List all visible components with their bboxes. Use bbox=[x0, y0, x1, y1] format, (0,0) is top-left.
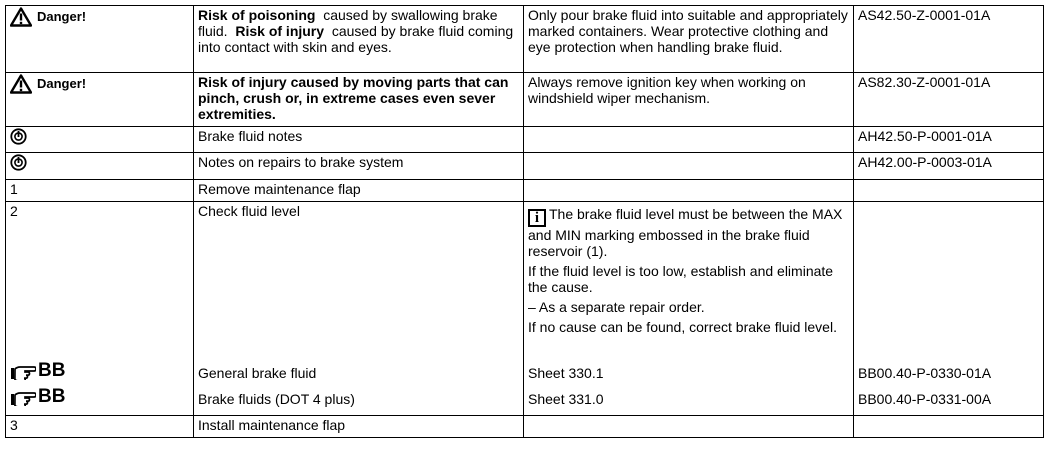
empty-cell bbox=[524, 416, 854, 438]
measure-text: Only pour brake fluid into suitable and appropriately marked containers. Wear protective clothing and eye protection when handling brake fluid. bbox=[524, 6, 854, 73]
step-text: Brake fluid notes bbox=[194, 127, 524, 153]
empty-cell bbox=[524, 127, 854, 153]
reference-bb bbox=[10, 362, 65, 380]
icon-cell bbox=[6, 153, 194, 180]
step-text: Install maintenance flap bbox=[194, 416, 524, 438]
info-text: The brake fluid level must be between the MAX and MIN marking embossed in the brake fluid reservoir (1). bbox=[528, 206, 843, 259]
document-ref[interactable]: AH42.00-P-0003-01A bbox=[854, 153, 1044, 180]
hazard-cell bbox=[6, 73, 194, 127]
empty-cell bbox=[524, 180, 854, 202]
step-text-cell bbox=[194, 202, 524, 416]
procedure-table bbox=[5, 5, 1044, 438]
ref-cell bbox=[854, 202, 1044, 416]
step-number: 1 bbox=[6, 180, 194, 202]
risk-description bbox=[194, 6, 524, 73]
note-icon bbox=[10, 154, 27, 171]
table-row bbox=[6, 202, 1044, 416]
hazard-cell bbox=[6, 6, 194, 73]
document-ref[interactable]: BB00.40-P-0331-00A bbox=[858, 391, 992, 407]
table-row bbox=[6, 127, 1044, 153]
table-row bbox=[6, 153, 1044, 180]
icon-cell bbox=[6, 127, 194, 153]
empty-cell bbox=[524, 153, 854, 180]
risk-text: caused by brake fluid coming into contact with skin and eyes. bbox=[198, 23, 518, 55]
risk-text-bold: Risk of injury bbox=[235, 23, 325, 39]
info-paragraph: If no cause can be found, correct brake fluid level. bbox=[528, 319, 837, 335]
info-icon: i bbox=[528, 209, 546, 227]
sheet-ref[interactable]: Sheet 330.1 bbox=[528, 365, 604, 381]
document-ref[interactable]: AH42.50-P-0001-01A bbox=[854, 127, 1044, 153]
info-paragraph: – As a separate repair order. bbox=[528, 299, 705, 315]
empty-cell bbox=[854, 180, 1044, 202]
risk-description: Risk of injury caused by moving parts that can pinch, crush or, in extreme cases even sever extremities. bbox=[194, 73, 524, 127]
step-number: 2 bbox=[10, 203, 18, 219]
step-number-cell bbox=[6, 202, 194, 416]
info-paragraph: If the fluid level is too low, establish and eliminate the cause. bbox=[528, 263, 834, 295]
document-ref[interactable]: AS42.50-Z-0001-01A bbox=[854, 6, 1044, 73]
reference-bb bbox=[10, 388, 65, 406]
reference-label: BB bbox=[38, 386, 66, 407]
step-number: 3 bbox=[6, 416, 194, 438]
pointing-hand-icon bbox=[10, 362, 36, 380]
step-text: Check fluid level bbox=[198, 203, 300, 219]
step-text: Notes on repairs to brake system bbox=[194, 153, 524, 180]
document-ref[interactable]: AS82.30-Z-0001-01A bbox=[854, 73, 1044, 127]
table-row bbox=[6, 6, 1044, 73]
warning-triangle-icon bbox=[10, 7, 32, 27]
info-paragraph bbox=[528, 206, 850, 259]
document-ref[interactable]: BB00.40-P-0330-01A bbox=[858, 365, 992, 381]
table-row bbox=[6, 180, 1044, 202]
empty-cell bbox=[854, 416, 1044, 438]
table-row bbox=[6, 416, 1044, 438]
risk-text-bold: Risk of poisoning bbox=[198, 7, 316, 23]
sheet-ref[interactable]: Sheet 331.0 bbox=[528, 391, 604, 407]
pointing-hand-icon bbox=[10, 388, 36, 406]
warning-triangle-icon bbox=[10, 74, 32, 94]
sub-step-text: General brake fluid bbox=[198, 365, 317, 381]
reference-label: BB bbox=[38, 360, 66, 381]
danger-label: Danger! bbox=[37, 76, 87, 91]
risk-text: caused by swallowing brake fluid. bbox=[198, 7, 502, 39]
info-cell bbox=[524, 202, 854, 416]
step-text: Remove maintenance flap bbox=[194, 180, 524, 202]
note-icon bbox=[10, 128, 27, 145]
danger-label: Danger! bbox=[37, 9, 87, 24]
measure-text: Always remove ignition key when working on windshield wiper mechanism. bbox=[524, 73, 854, 127]
sub-step-text: Brake fluids (DOT 4 plus) bbox=[198, 391, 355, 407]
table-row bbox=[6, 73, 1044, 127]
